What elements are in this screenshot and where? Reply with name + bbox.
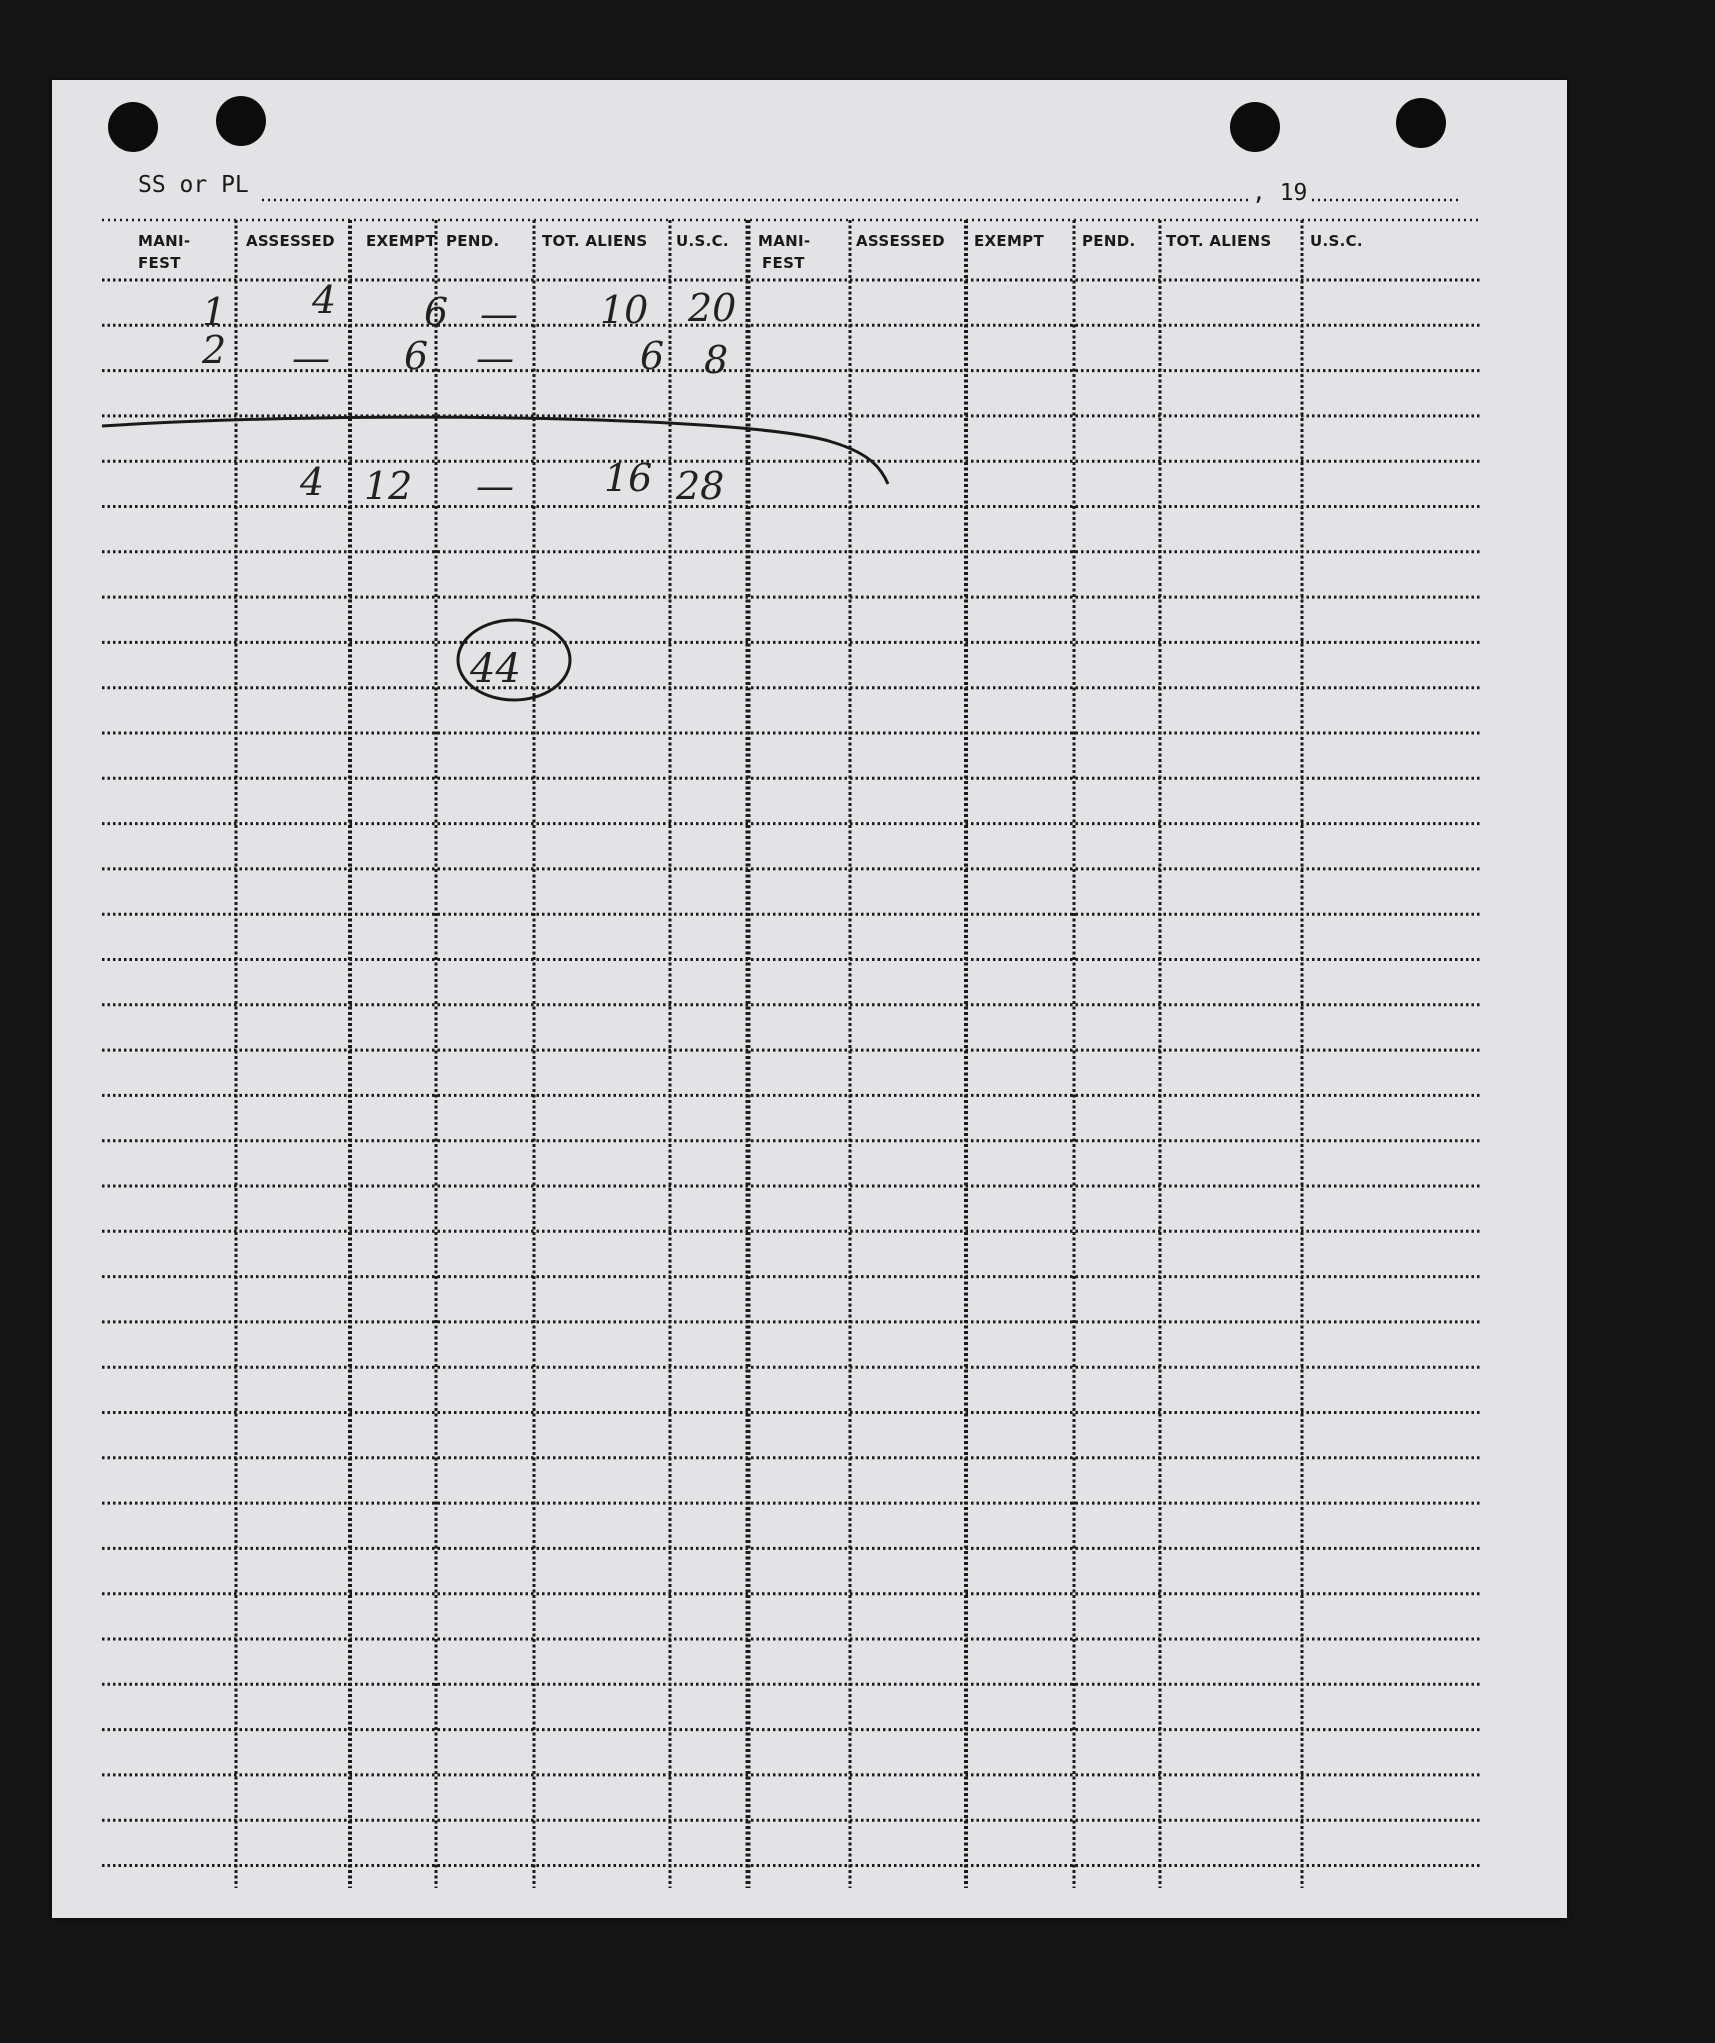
row-1-tot-aliens: 10 xyxy=(600,288,649,332)
row-2-assessed: — xyxy=(292,336,330,380)
row-1-exempt: 6 xyxy=(424,290,449,334)
year-prefix: , 19 xyxy=(1252,180,1308,206)
col-head-exempt: EXEMPT xyxy=(366,232,437,250)
manifest-summary-sheet xyxy=(52,80,1567,1918)
circled-grand-total: 44 xyxy=(470,646,521,692)
col-head-usc-right: U.S.C. xyxy=(1310,232,1363,250)
col-head-tot-aliens-right: TOT. ALIENS xyxy=(1166,232,1272,250)
row-2-pend: — xyxy=(476,336,514,380)
total-exempt: 12 xyxy=(364,464,413,508)
row-1-pend: — xyxy=(480,292,518,336)
row-2-usc: 8 xyxy=(704,338,729,382)
col-head-assessed: ASSESSED xyxy=(246,232,335,250)
row-2-exempt: 6 xyxy=(404,334,429,378)
row-2-manifest: 2 xyxy=(202,328,227,372)
col-head-pend: PEND. xyxy=(446,232,500,250)
col-head-assessed-right: ASSESSED xyxy=(856,232,945,250)
col-head-manifest-right-cont: FEST xyxy=(762,254,805,272)
row-1-assessed: 4 xyxy=(312,278,337,322)
total-pend: — xyxy=(476,464,514,508)
total-tot-aliens: 16 xyxy=(604,456,653,500)
col-head-manifest-cont: FEST xyxy=(138,254,181,272)
col-head-pend-right: PEND. xyxy=(1082,232,1136,250)
row-1-manifest: 1 xyxy=(202,290,227,334)
ruled-grid xyxy=(52,80,1567,1918)
row-2-tot-aliens: 6 xyxy=(640,334,665,378)
col-head-usc: U.S.C. xyxy=(676,232,729,250)
vessel-label: SS or PL xyxy=(138,172,249,198)
col-head-exempt-right: EXEMPT xyxy=(974,232,1045,250)
total-assessed: 4 xyxy=(300,460,325,504)
col-head-manifest: MANI- xyxy=(138,232,191,250)
col-head-manifest-right: MANI- xyxy=(758,232,811,250)
row-1-usc: 20 xyxy=(688,286,737,330)
col-head-tot-aliens: TOT. ALIENS xyxy=(542,232,648,250)
total-usc: 28 xyxy=(676,464,725,508)
